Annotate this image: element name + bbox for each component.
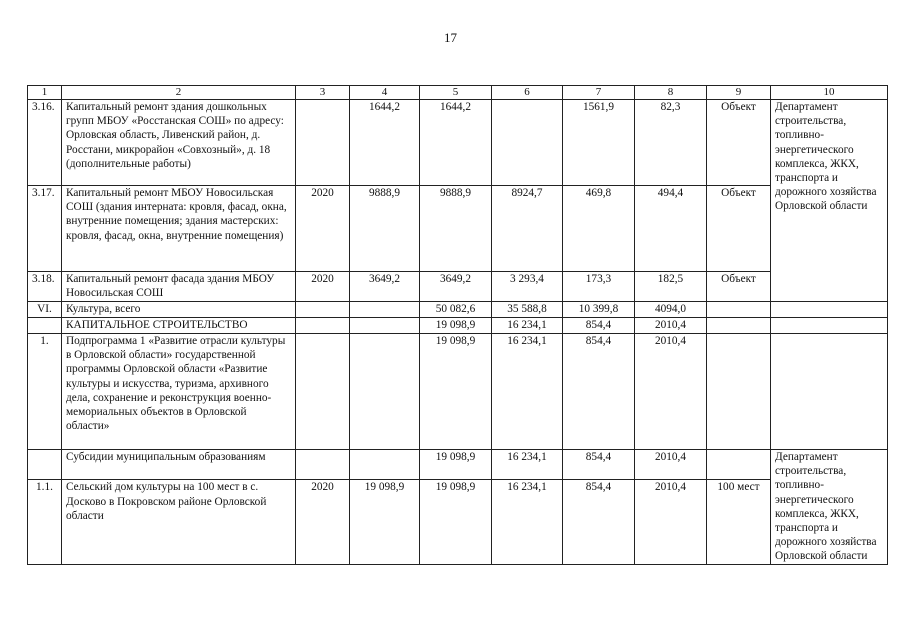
cell-value <box>350 318 420 334</box>
cell-value <box>350 450 420 480</box>
cell-value: 19 098,9 <box>420 318 492 334</box>
row-name: Сельский дом культуры на 100 мест в с. Досково в Покровском районе Орловской области <box>62 480 296 564</box>
header-cell: 9 <box>707 86 771 100</box>
row-name: Подпрограмма 1 «Развитие отрасли культуры в Орловской области» государственной программы Орловской области «Развитие культуры и искусства, туризма, архивного дела, сохранение и реконструкция военно-мемориальных объектов в Орловской области» <box>62 334 296 450</box>
header-cell: 2 <box>62 86 296 100</box>
cell-value: 4094,0 <box>635 302 707 318</box>
cell-value: 1644,2 <box>420 100 492 186</box>
cell-value <box>350 334 420 450</box>
table-row <box>28 186 888 272</box>
header-cell: 5 <box>420 86 492 100</box>
cell-year <box>296 100 350 186</box>
cell-value: 82,3 <box>635 100 707 186</box>
header-cell: 3 <box>296 86 350 100</box>
header-cell: 10 <box>771 86 888 100</box>
cell-value <box>350 302 420 318</box>
cell-value: 3 293,4 <box>492 272 563 302</box>
header-row <box>28 86 888 100</box>
cell-value <box>492 100 563 186</box>
cell-value: 16 234,1 <box>492 318 563 334</box>
cell-unit <box>707 334 771 450</box>
cell-value: 182,5 <box>635 272 707 302</box>
header-cell: 1 <box>28 86 62 100</box>
row-number: 1.1. <box>28 480 62 564</box>
cell-unit: 100 мест <box>707 480 771 564</box>
cell-year: 2020 <box>296 272 350 302</box>
cell-unit <box>707 318 771 334</box>
row-name: КАПИТАЛЬНОЕ СТРОИТЕЛЬСТВО <box>62 318 296 334</box>
cell-value: 3649,2 <box>420 272 492 302</box>
table-row <box>28 334 888 450</box>
cell-unit: Объект <box>707 100 771 186</box>
header-cell: 6 <box>492 86 563 100</box>
cell-year <box>296 302 350 318</box>
table-row <box>28 272 888 302</box>
cell-value: 1644,2 <box>350 100 420 186</box>
department-cell: Департамент строительства, топливно-энергетического комплекса, ЖКХ, транспорта и дорожного хозяйства Орловской области <box>771 100 888 302</box>
cell-value: 854,4 <box>563 318 635 334</box>
cell-year <box>296 318 350 334</box>
cell-unit <box>707 302 771 318</box>
cell-value: 9888,9 <box>420 186 492 272</box>
cell-year: 2020 <box>296 186 350 272</box>
table-row <box>28 480 888 564</box>
row-name: Капитальный ремонт здания дошкольных групп МБОУ «Росстанская СОШ» по адресу: Орловская область, Ливенский район, д. Росстани, микрорайон «Совхозный», д. 18 (дополнительные работы) <box>62 100 296 186</box>
cell-value: 1561,9 <box>563 100 635 186</box>
cell-value: 19 098,9 <box>350 480 420 564</box>
header-cell: 7 <box>563 86 635 100</box>
cell-value: 2010,4 <box>635 480 707 564</box>
cell-value: 469,8 <box>563 186 635 272</box>
row-number: 3.17. <box>28 186 62 272</box>
cell-value: 854,4 <box>563 480 635 564</box>
cell-year <box>296 334 350 450</box>
row-number: 1. <box>28 334 62 450</box>
header-cell: 4 <box>350 86 420 100</box>
row-name: Субсидии муниципальным образованиям <box>62 450 296 480</box>
cell-value: 2010,4 <box>635 318 707 334</box>
page-number: 17 <box>444 30 457 45</box>
department-cell <box>771 334 888 450</box>
row-name: Капитальный ремонт фасада здания МБОУ Новосильская СОШ <box>62 272 296 302</box>
cell-value: 8924,7 <box>492 186 563 272</box>
row-number <box>28 450 62 480</box>
row-number: VI. <box>28 302 62 318</box>
department-cell <box>771 302 888 318</box>
row-number: 3.16. <box>28 100 62 186</box>
cell-value: 9888,9 <box>350 186 420 272</box>
cell-value: 854,4 <box>563 450 635 480</box>
table-row <box>28 318 888 334</box>
cell-value: 16 234,1 <box>492 450 563 480</box>
cell-value: 35 588,8 <box>492 302 563 318</box>
cell-value: 3649,2 <box>350 272 420 302</box>
cell-value: 16 234,1 <box>492 334 563 450</box>
cell-value: 19 098,9 <box>420 480 492 564</box>
row-number <box>28 318 62 334</box>
table-row <box>28 450 888 480</box>
cell-unit <box>707 450 771 480</box>
cell-year <box>296 450 350 480</box>
table-row <box>28 302 888 318</box>
cell-value: 16 234,1 <box>492 480 563 564</box>
cell-value: 19 098,9 <box>420 450 492 480</box>
row-number: 3.18. <box>28 272 62 302</box>
row-name: Культура, всего <box>62 302 296 318</box>
cell-year: 2020 <box>296 480 350 564</box>
cell-value: 10 399,8 <box>563 302 635 318</box>
cell-unit: Объект <box>707 272 771 302</box>
cell-value: 854,4 <box>563 334 635 450</box>
cell-value: 2010,4 <box>635 334 707 450</box>
header-cell: 8 <box>635 86 707 100</box>
cell-value: 494,4 <box>635 186 707 272</box>
cell-unit: Объект <box>707 186 771 272</box>
cell-value: 50 082,6 <box>420 302 492 318</box>
cell-value: 2010,4 <box>635 450 707 480</box>
cell-value: 19 098,9 <box>420 334 492 450</box>
cell-value: 173,3 <box>563 272 635 302</box>
row-name: Капитальный ремонт МБОУ Новосильская СОШ (здания интерната: кровля, фасад, окна, внутренние помещения; здания мастерских: кровля, фасад, окна, внутренние помещения) <box>62 186 296 272</box>
department-cell: Департамент строительства, топливно-энергетического комплекса, ЖКХ, транспорта и дорожного хозяйства Орловской области <box>771 450 888 565</box>
department-cell <box>771 318 888 334</box>
budget-table <box>27 85 888 565</box>
table-row <box>28 100 888 186</box>
